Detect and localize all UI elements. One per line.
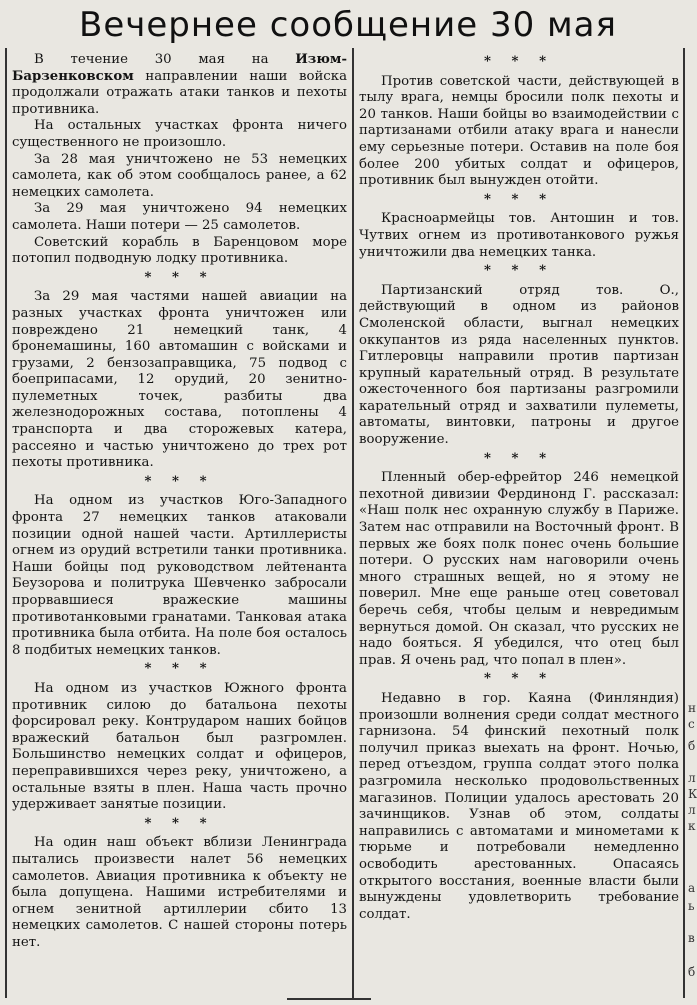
adjacent-column-fragment: н <box>688 701 696 715</box>
section-separator: * * * <box>144 269 215 285</box>
adjacent-column-fragment: в <box>688 931 695 945</box>
adjacent-column-fragment: с <box>688 717 695 731</box>
paragraph: Красноармейцы тов. Антошин и тов. Чутвих огнем из противотанкового ружья уничтожили два немецких танка. <box>359 211 679 260</box>
adjacent-column-fragment: л <box>688 771 696 785</box>
adjacent-column-fragment: К <box>688 787 697 801</box>
paragraph: На остальных участках фронта ничего существенного не произошло. <box>12 118 347 150</box>
paragraph: На один наш объект вблизи Ленинграда пытались произвести налет 56 немецких самолетов. Авиация противника к объекту не была допущена. Нашими истребителями и огнем зенитной артиллерии сбито 13 немецких самолетов. С нашей стороны потерь нет. <box>12 835 347 950</box>
section-separator: * * * <box>483 54 555 69</box>
adjacent-column-fragment: л <box>688 803 696 817</box>
column-rule-right <box>683 48 685 998</box>
bold-place-name: Изюм-Барзенковском <box>12 52 347 84</box>
paragraph: Против советской части, действующей в тылу врага, немцы бросили полк пехоты и 20 танков. Наши бойцы во взаимодействии с партизанами отбили атаку врага и нанесли ему серьезные потери. Оставив на поле боя более 200 убитых солдат и офицеров, противник был вынужден отойти. <box>359 73 679 189</box>
section-separator: * * * <box>483 671 555 687</box>
column-rule-middle <box>352 48 354 998</box>
section-separator: * * * <box>144 661 215 677</box>
paragraph: На одном из участков Южного фронта противник силою до батальона пехоты форсировал реку. Контрударом наших бойцов вражеский батальон был разгромлен. Большинство немецких солдат и офицеров, переправившихся через реку, уничтожено, а остальные взяты в плен. Наша часть прочно удерживает занятые позиции. <box>12 680 347 813</box>
paragraph: В течение 30 мая на Изюм-Барзенковском направлении наши войска продолжали отражать атаки танков и пехоты противника. <box>12 52 347 117</box>
adjacent-column-fragment: к <box>688 819 696 833</box>
section-separator: * * * <box>483 191 555 207</box>
paragraph: Недавно в гор. Каяна (Финляндия) произошли волнения среди солдат местного гарнизона. 54 финский пехотный полк получил приказ выехать на фронт. Ночью, перед отъездом, группа солдат этого полка разгромила несколько продовольственных магазинов. Полиции удалось арестовать 20 зачинщиков. Узнав об этом, солдаты направились с автоматами и минометами к тюрьме и потребовали немедленно освободить арестованных. Опасаясь открытого восстания, военные власти были вынуждены удовлетворить требование солдат. <box>359 690 679 922</box>
adjacent-column-fragment: а <box>688 881 696 895</box>
section-separator: * * * <box>483 263 555 279</box>
adjacent-column-fragment: ь <box>688 899 695 913</box>
paragraph: За 29 мая уничтожено 94 немецких самолета. Наши потери — 25 самолетов. <box>12 201 347 233</box>
column-right <box>359 52 679 1000</box>
adjacent-column-fragment: б <box>688 739 696 753</box>
adjacent-column-fragment: б <box>688 965 696 979</box>
footer-rule <box>287 998 371 1000</box>
page-title: Вечернее сообщение 30 мая <box>79 5 617 45</box>
paragraph: Партизанский отряд тов. О., действующий в одном из районов Смоленской области, выгнал немецких оккупантов из ряда населенных пунктов. Гитлеровцы направили против партизан крупный карательный отряд. В результате ожесточенного боя партизаны разгромили карательный отряд и захватили пулеметы, автоматы, винтовки, патроны и другое вооружение. <box>359 282 679 448</box>
paragraph: На одном из участков Юго-Западного фронта 27 немецких танков атаковали позиции одной нашей части. Артиллеристы огнем из орудий встретили танки противника. Наши бойцы под руководством лейтенанта Беузорова и политрука Шевченко забросали прорвавшиеся вражеские машины противотанковыми гранатами. Танковая атака противника была отбита. На поле боя осталось 8 подбитых немецких танков. <box>12 493 347 658</box>
paragraph: За 28 мая уничтожено не 53 немецких самолета, как об этом сообщалось ранее, а 62 немецких самолета. <box>12 151 347 200</box>
paragraph: Советский корабль в Баренцовом море потопил подводную лодку противника. <box>12 234 347 267</box>
paragraph: За 29 мая частями нашей авиации на разных участках фронта уничтожен или повреждено 21 немецкий танк, 4 бронемашины, 160 автомашин с войсками и грузами, 2 бензозаправщика, 75 подвод с боеприпасами, 12 орудий, 20 зенитно-пулеметных точек, разбиты два железнодорожных состава, потоплены 4 транспорта и два сторожевых катера, рассеяно и частью уничтожено до трех рот пехоты противника. <box>12 289 347 471</box>
section-separator: * * * <box>144 815 215 831</box>
section-separator: * * * <box>483 450 555 466</box>
column-rule-left <box>5 48 7 998</box>
section-separator: * * * <box>144 473 215 489</box>
column-left <box>12 52 347 1000</box>
paragraph: Пленный обер-ефрейтор 246 немецкой пехотной дивизии Фердинонд Г. рассказал: «Наш полк нес охранную службу в Париже. Затем нас отправили на Восточный фронт. В первых же боях полк понес очень большие потери. О русских нам наговорили очень много страшных вещей, но я этому не поверил. Мне еще раньше отец советовал беречь себя, чтобы целым и невредимым вернуться домой. Он сказал, что русских не надо бояться. Я убедился, что отец был прав. Я очень рад, что попал в плен». <box>359 470 679 668</box>
